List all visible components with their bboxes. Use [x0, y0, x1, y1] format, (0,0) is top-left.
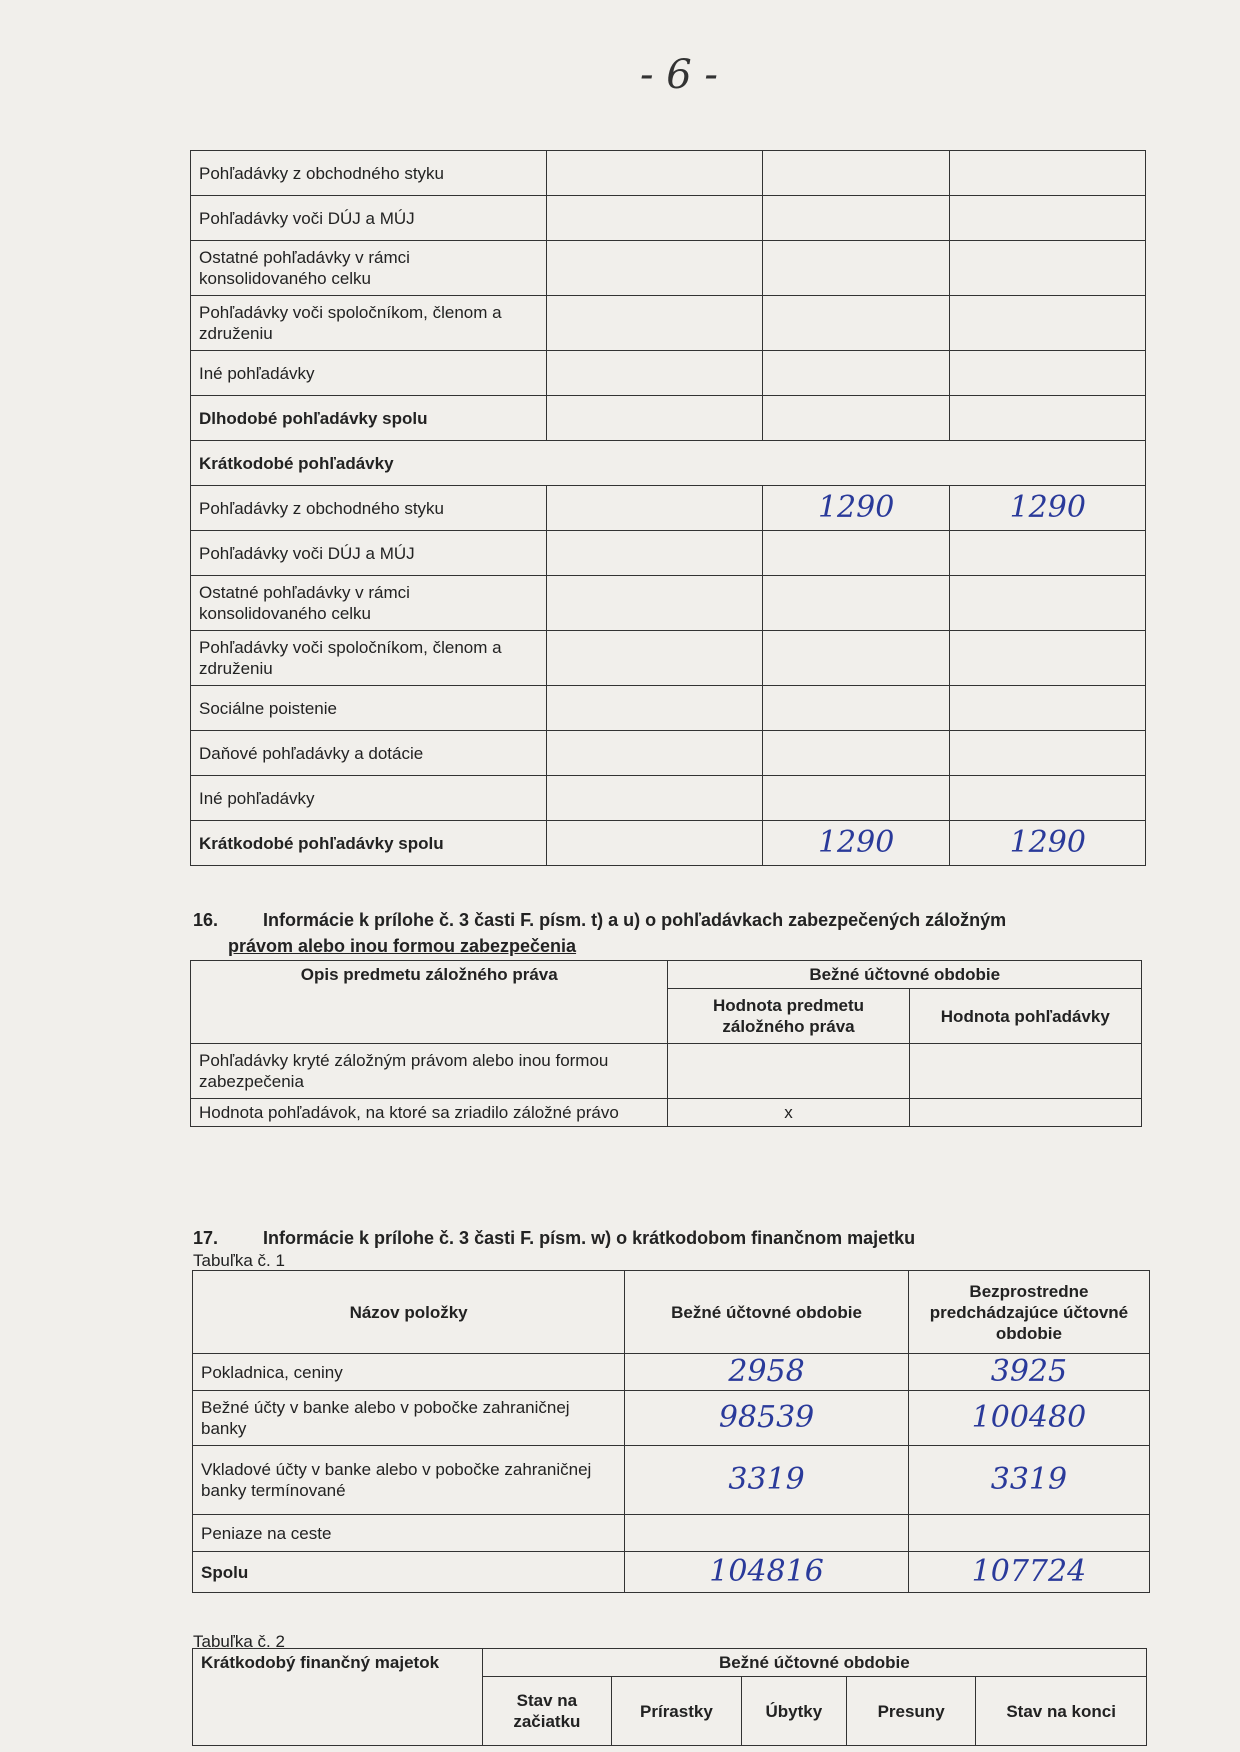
value-cell	[950, 686, 1146, 731]
table-row	[191, 351, 1146, 396]
col-header-asset: Krátkodobý finančný majetok	[193, 1649, 483, 1746]
col-header-desc: Opis predmetu záložného práva	[191, 961, 668, 1044]
value-cell: x	[668, 1099, 909, 1127]
financial-assets-movement-table	[192, 1648, 1147, 1746]
value-cell: 1290	[762, 486, 950, 531]
page-number: - 6 -	[640, 52, 718, 98]
table1-caption: Tabuľka č. 1	[193, 1251, 285, 1270]
value-cell: 1290	[950, 486, 1146, 531]
value-cell	[668, 1044, 909, 1099]
value-cell: 1290	[762, 821, 950, 866]
table-row-total	[191, 821, 1146, 866]
table-row	[191, 731, 1146, 776]
value-cell	[762, 241, 950, 296]
short-term-header: Krátkodobé pohľadávky	[191, 441, 1146, 486]
col-header-additions: Prírastky	[612, 1677, 742, 1746]
row-label: Spolu	[193, 1552, 625, 1593]
table-row	[191, 686, 1146, 731]
table-row	[193, 1354, 1150, 1391]
row-label: Daňové pohľadávky a dotácie	[191, 731, 547, 776]
value-cell	[909, 1099, 1141, 1127]
value-cell	[950, 151, 1146, 196]
value-cell: 98539	[625, 1391, 909, 1446]
row-label: Pohľadávky voči spoločníkom, členom a združeniu	[191, 296, 547, 351]
value-cell	[950, 576, 1146, 631]
value-cell	[950, 631, 1146, 686]
value-cell	[950, 731, 1146, 776]
section-header-row	[191, 441, 1146, 486]
value-cell	[762, 576, 950, 631]
table-row	[191, 196, 1146, 241]
row-label: Bežné účty v banke alebo v pobočke zahraničnej banky	[193, 1391, 625, 1446]
table-row	[191, 296, 1146, 351]
row-label: Pohľadávky z obchodného styku	[191, 151, 547, 196]
value-cell	[909, 1044, 1141, 1099]
value-cell: 104816	[625, 1552, 909, 1593]
value-cell	[625, 1515, 909, 1552]
row-label: Peniaze na ceste	[193, 1515, 625, 1552]
value-cell	[762, 396, 950, 441]
value-cell	[762, 731, 950, 776]
col-header-pledge-value: Hodnota predmetu záložného práva	[668, 989, 909, 1044]
section17-title: 17. Informácie k prílohe č. 3 časti F. písm. w) o krátkodobom finančnom majetku	[193, 1228, 916, 1248]
col-header-start: Stav na začiatku	[482, 1677, 611, 1746]
table-row	[193, 1515, 1150, 1552]
value-cell	[950, 396, 1146, 441]
table-row	[191, 241, 1146, 296]
table-row	[191, 486, 1146, 531]
row-label: Dlhodobé pohľadávky spolu	[191, 396, 547, 441]
value-cell	[762, 296, 950, 351]
value-cell: 107724	[908, 1552, 1149, 1593]
value-cell	[950, 351, 1146, 396]
value-cell: 3319	[908, 1446, 1149, 1515]
value-cell	[762, 631, 950, 686]
table-row	[191, 576, 1146, 631]
row-label: Iné pohľadávky	[191, 776, 547, 821]
value-cell	[762, 196, 950, 241]
value-cell	[950, 196, 1146, 241]
row-label: Pohľadávky kryté záložným právom alebo inou formou zabezpečenia	[191, 1044, 668, 1099]
value-cell: 3925	[908, 1354, 1149, 1391]
col-header-transfers: Presuny	[846, 1677, 975, 1746]
value-cell	[762, 351, 950, 396]
col-header-receivable-value: Hodnota pohľadávky	[909, 989, 1141, 1044]
financial-assets-table	[192, 1270, 1150, 1593]
section16-title: 16. Informácie k prílohe č. 3 časti F. písm. t) a u) o pohľadávkach zabezpečených záložným	[193, 910, 1007, 930]
row-label: Iné pohľadávky	[191, 351, 547, 396]
col-header-disposals: Úbytky	[741, 1677, 846, 1746]
table-row-total	[193, 1552, 1150, 1593]
col-header-period: Bežné účtovné obdobie	[482, 1649, 1146, 1677]
row-label: Pohľadávky z obchodného styku	[191, 486, 547, 531]
value-cell: 100480	[908, 1391, 1149, 1446]
table-row	[193, 1391, 1150, 1446]
col-header-item: Názov položky	[193, 1271, 625, 1354]
col-header-end: Stav na konci	[976, 1677, 1147, 1746]
table2-caption: Tabuľka č. 2	[193, 1632, 285, 1651]
value-cell	[950, 776, 1146, 821]
table-row	[191, 776, 1146, 821]
value-cell	[762, 776, 950, 821]
value-cell: 2958	[625, 1354, 909, 1391]
row-label: Krátkodobé pohľadávky spolu	[191, 821, 547, 866]
value-cell	[950, 296, 1146, 351]
table-row	[191, 631, 1146, 686]
col-header-period: Bežné účtovné obdobie	[668, 961, 1142, 989]
row-label: Pokladnica, ceniny	[193, 1354, 625, 1391]
col-header-previous: Bezprostredne predchádzajúce účtovné obdobie	[908, 1271, 1149, 1354]
row-label: Pohľadávky voči DÚJ a MÚJ	[191, 196, 547, 241]
receivables-table	[190, 150, 1146, 866]
table-row	[191, 1099, 1142, 1127]
table-row	[191, 1044, 1142, 1099]
table-row	[191, 151, 1146, 196]
row-label: Pohľadávky voči spoločníkom, členom a združeniu	[191, 631, 547, 686]
col-header-current: Bežné účtovné obdobie	[625, 1271, 909, 1354]
row-label: Vkladové účty v banke alebo v pobočke zahraničnej banky termínované	[193, 1446, 625, 1515]
row-label: Ostatné pohľadávky v rámci konsolidovaného celku	[191, 241, 547, 296]
row-label: Ostatné pohľadávky v rámci konsolidovaného celku	[191, 576, 547, 631]
value-cell: 3319	[625, 1446, 909, 1515]
row-label: Sociálne poistenie	[191, 686, 547, 731]
table-row	[193, 1446, 1150, 1515]
value-cell	[950, 241, 1146, 296]
table-row-total	[191, 396, 1146, 441]
table-row	[191, 531, 1146, 576]
row-label: Hodnota pohľadávok, na ktoré sa zriadilo záložné právo	[191, 1099, 668, 1127]
value-cell	[762, 531, 950, 576]
value-cell: 1290	[950, 821, 1146, 866]
pledge-table	[190, 960, 1142, 1127]
value-cell	[762, 686, 950, 731]
value-cell	[950, 531, 1146, 576]
value-cell	[908, 1515, 1149, 1552]
row-label: Pohľadávky voči DÚJ a MÚJ	[191, 531, 547, 576]
value-cell	[762, 151, 950, 196]
section16-title-line2: právom alebo inou formou zabezpečenia	[228, 936, 577, 956]
